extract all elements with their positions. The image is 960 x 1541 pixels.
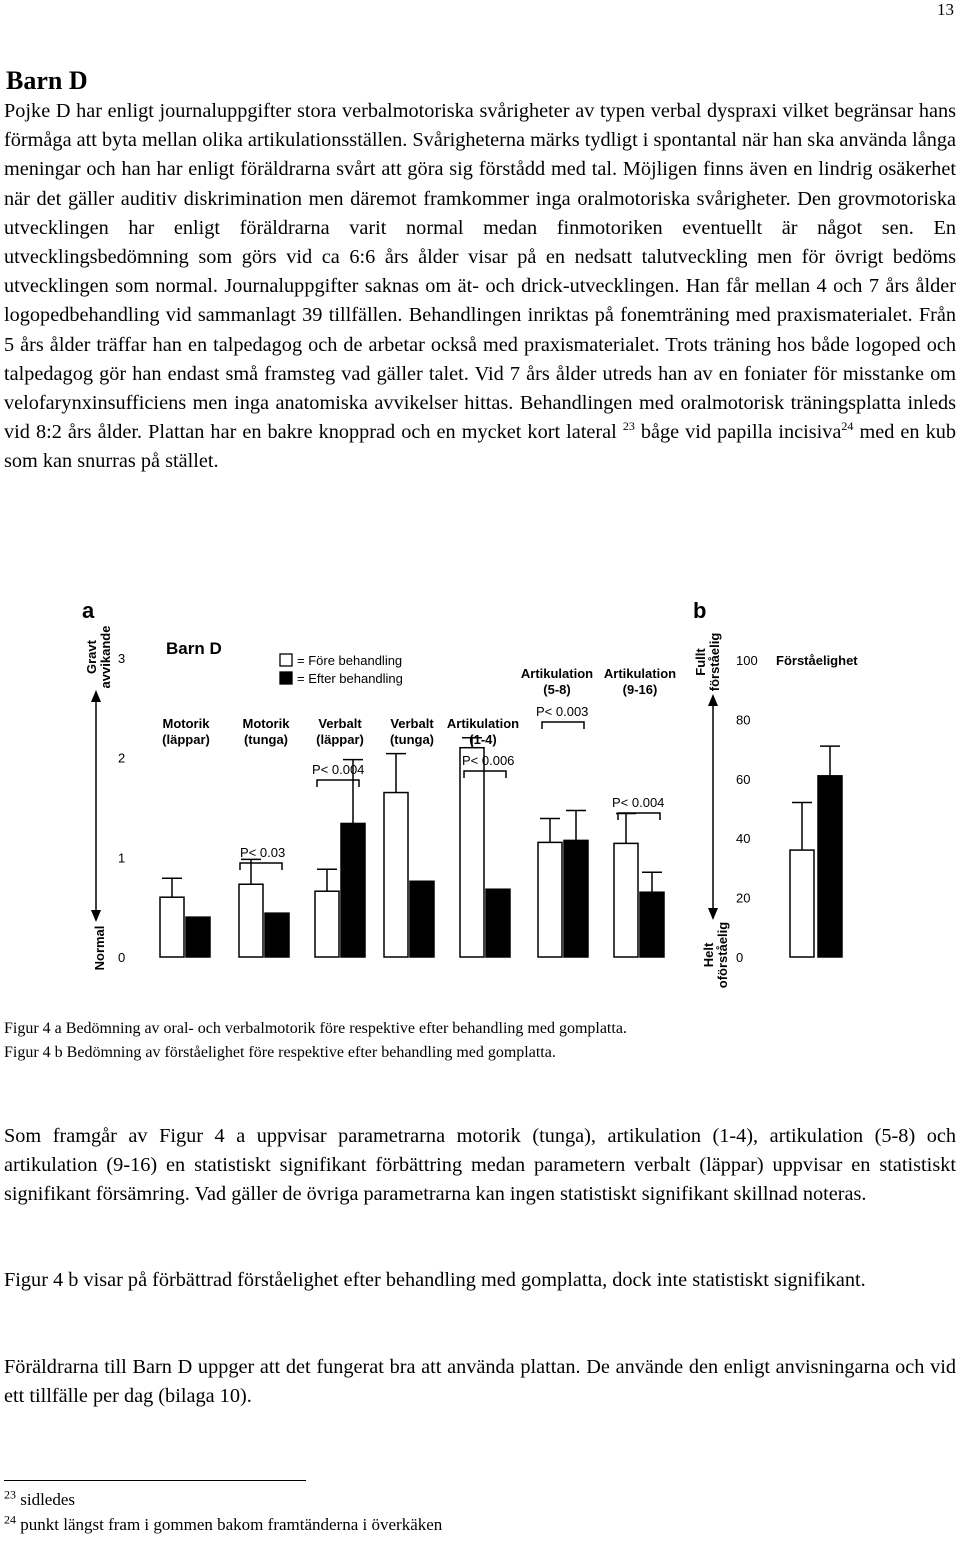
y-tick-label: 20 (736, 890, 751, 906)
bar-after (640, 892, 664, 957)
category-label: (9-16) (622, 682, 658, 697)
footnote-number: 23 (4, 1487, 16, 1502)
paragraph-text: Pojke D har enligt journaluppgifter stora verbalmotoriska svårigheter av typen verbal dyspraxi vilket begränsar hans förmåga att byta mellan olika artikulationsställen. Svårigheterna märks tydligt i spontantal när han ska använda långa meningar och han har enligt föräldrarna svårt att göra sig förstådd med tal. Möjligen finns även en lindrig osäkerhet när det gäller auditiv diskrimination men däremot framkommer inga oralmotoriska svårigheter. Den grovmotoriska utvecklingen har enligt föräldrarna varit normal medan finmotoriken eventuellt är något sen. En utvecklingsbedömning som görs vid ca 6:6 års ålder visar på en nedsatt talutveckling men för övrigt bedöms utvecklingen som normal. Journaluppgifter saknas om ät- och drick-utvecklingen. Han får mellan 4 och 7 års ålder logopedbehandling vid sammanlagt 39 tillfällen. Behandlingen inriktas på fonemträning med praxismaterialet. Från 5 års ålder träffar han en talpedagog och de arbetar också med praxismaterialet. Trots träning hos både logoped och talpedagog gör han endast små framsteg vad gäller talet. Vid 7 års ålder utreds han av en foniater för misstanke om velofarynxinsufficiens men inga anatomiska avvikelser hittas. Behandlingen med oralmotorisk träningsplatta inleds vid 8:2 års ålder. Plattan har en bakre knopprad och en mycket kort lateral (4, 100, 956, 444)
y-tick-label: 40 (736, 831, 751, 847)
arrow-up-icon (91, 690, 101, 702)
category-label: (tunga) (243, 732, 289, 747)
page-number: 13 (937, 0, 954, 19)
footnote-23 (4, 1487, 76, 1510)
footnote-ref-23[interactable]: 23 (622, 419, 635, 434)
paragraph-text-mid: båge vid papilla incisiva (634, 421, 842, 444)
axis-label-top: Fullt (693, 648, 708, 676)
significance-bracket (542, 722, 584, 729)
category-label: (läppar) (316, 732, 364, 747)
paragraph-parents: Föräldrarna till Barn D uppger att det fungerat bra att använda plattan. De använde den enligt anvisningarna och vid ett tillfälle per dag (bilaga 10). (4, 1356, 956, 1408)
figure-4 (0, 590, 960, 1010)
bar-after (818, 776, 842, 957)
bar-before (790, 850, 814, 957)
paragraph-text-end: med en kub som kan snurras på stället. (4, 421, 956, 473)
y-tick-label: 60 (736, 771, 751, 787)
bar-after (341, 823, 365, 957)
bar-before (538, 842, 562, 957)
chart-title: Förståelighet (776, 653, 858, 668)
legend-label: = Efter behandling (297, 671, 403, 686)
bar-after (486, 889, 510, 957)
footnote-ref-24[interactable]: 24 (841, 419, 854, 434)
figure-caption-b: Figur 4 b Bedömning av förståelighet före respektive efter behandling med gomplatta. (4, 1044, 556, 1061)
category-label: Artikulation (446, 716, 520, 731)
category-label: Motorik (162, 716, 210, 731)
chart-title: Barn D (166, 639, 222, 658)
p-value-label: P< 0.004 (312, 762, 365, 777)
bar-after (186, 917, 210, 957)
significance-bracket (240, 863, 282, 870)
bar-before (239, 884, 263, 957)
axis-label-top: förståelig (707, 632, 722, 692)
axis-label-top: avvikande (98, 625, 113, 689)
legend-swatch-before (280, 654, 292, 666)
chart-panel-b (693, 598, 858, 988)
category-label: Artikulation (520, 666, 594, 681)
panel-label-b: b (693, 598, 707, 623)
category-label: Verbalt (318, 716, 362, 731)
y-tick-label: 2 (118, 750, 126, 766)
bar-after (265, 913, 289, 957)
footnote-24 (4, 1512, 443, 1535)
p-value-label: P< 0.03 (240, 845, 286, 860)
legend-label: = Före behandling (297, 653, 403, 668)
category-label: (1-4) (469, 732, 497, 747)
axis-label-top: Gravt (84, 640, 99, 674)
legend-swatch-after (280, 672, 292, 684)
p-value-label: P< 0.006 (462, 753, 515, 768)
bar-after (564, 840, 588, 957)
section-heading: Barn D (6, 66, 88, 95)
category-label: Verbalt (390, 716, 434, 731)
axis-label-bottom: Normal (92, 925, 107, 971)
arrow-up-icon (708, 694, 718, 706)
paragraph-results-a: Som framgår av Figur 4 a uppvisar parametrarna motorik (tunga), artikulation (1-4), artikulation (5-8) och artikulation (9-16) en statistiskt signifikant förbättring medan parametern verbalt (läppar) uppvisar en statistiskt signifikant försämring. Vad gäller de övriga parametrarna kan ingen statistiskt signifikant skillnad noteras. (4, 1125, 956, 1206)
arrow-down-icon (91, 910, 101, 922)
bar-before (460, 748, 484, 957)
category-label: (läppar) (162, 732, 210, 747)
footnote-text: sidledes (20, 1490, 76, 1509)
arrow-down-icon (708, 908, 718, 920)
p-value-label: P< 0.003 (536, 704, 589, 719)
footnote-divider (4, 1480, 306, 1481)
bar-after (410, 881, 434, 957)
axis-label-bottom: Helt (701, 942, 716, 968)
y-tick-label: 80 (736, 712, 751, 728)
category-label: Artikulation (603, 666, 677, 681)
p-value-label: P< 0.004 (612, 795, 665, 810)
bar-before (614, 843, 638, 957)
paragraph-results-b: Figur 4 b visar på förbättrad förståelighet efter behandling med gomplatta, dock inte statistiskt signifikant. (4, 1269, 866, 1291)
y-tick-label: 100 (736, 653, 758, 668)
y-tick-label: 0 (736, 950, 744, 965)
y-tick-label: 0 (118, 950, 126, 965)
figure-caption-a: Figur 4 a Bedömning av oral- och verbalmotorik före respektive efter behandling med gomplatta. (4, 1020, 627, 1037)
category-label: (tunga) (389, 732, 435, 747)
paragraph-case-description (4, 97, 956, 477)
bar-before (384, 793, 408, 957)
bar-before (160, 897, 184, 957)
y-tick-label: 3 (118, 651, 126, 666)
panel-label-a: a (82, 598, 95, 623)
footnote-number: 24 (4, 1512, 16, 1527)
axis-label-bottom: oförståelig (715, 921, 730, 989)
chart-panel-a (82, 598, 676, 970)
bar-before (315, 891, 339, 957)
category-label: (5-8) (543, 682, 571, 697)
footnote-text: punkt längst fram i gommen bakom framtänderna i överkäken (20, 1515, 443, 1534)
category-label: Motorik (242, 716, 290, 731)
y-tick-label: 1 (118, 850, 126, 866)
